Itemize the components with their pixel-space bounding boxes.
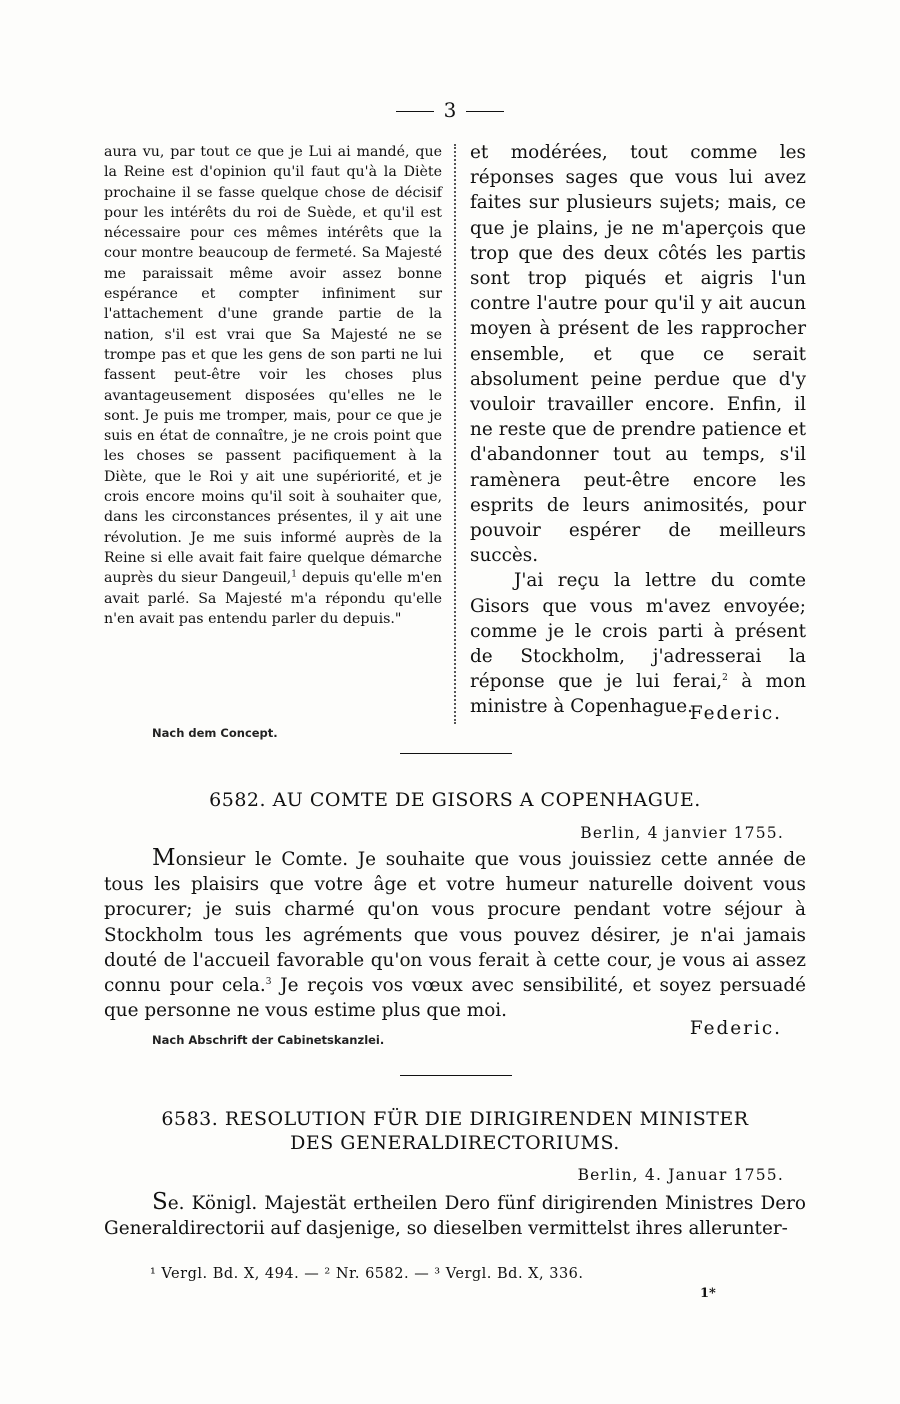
letter-6583-heading-line-2: DES GENERALDIRECTORIUMS. [290, 1132, 620, 1154]
letter-6582-dateline: Berlin, 4 janvier 1755. [580, 824, 784, 842]
footnotes: ¹ Vergl. Bd. X, 494. — ² Nr. 6582. — ³ Vergl. Bd. X, 336. [150, 1266, 584, 1282]
right-column-para-2-start: J'ai reçu la lettre du comte Gisors que vous m'avez envoyée; comme je le crois parti à présent de Stockholm, j'adresserai la réponse que je lui ferai, [470, 570, 806, 693]
letter-6583-heading-line-1: 6583. RESOLUTION FÜR DIE DIRIGIRENDEN MINISTER [161, 1108, 749, 1130]
left-column-body-end: depuis qu'elle m'en avait parlé. Sa Majesté m'a répondu qu'elle n'en avait pas entendu parler du depuis." [104, 570, 442, 627]
separator-rule-1 [400, 753, 512, 754]
right-column-para-1: et modérées, tout comme les réponses sages que vous lui avez faites sur plusieurs sujets; mais, ce que je plains, je ne m'aperçois que trop que des deux côtés les partis sont trop piqués et aigris l'un contre l'autre pour qu'il y ait aucun moyen à présent de les rapprocher ensemble, et que ce serait absolument peine perdue que d'y vouloir travailler encore. Enfin, il ne reste que de prendre patience et d'abandonner tout au temps, s'il ramènera peut-être encore les esprits de leurs animosités, pour pouvoir espérer de meilleurs succès. [470, 142, 806, 567]
footnote-ref-1: 1 [291, 569, 297, 580]
letter-6582-text-start: onsieur le Comte. Je souhaite que vous jouissiez cette année de tous les plaisirs que votre âge et votre humeur naturelle doivent vous procurer; je suis charmé qu'on vous procure pendant votre séjour à Stockholm tous les agréments que vous pouvez désirer, je n'ai jamais douté de l'accueil favorable qu'on vous ferait à cette cour, je vous ai assez connu pour cela. [104, 849, 806, 997]
page-number-dash-left [396, 111, 434, 112]
signature-2: Federic. [689, 1018, 782, 1039]
column-divider [454, 144, 456, 724]
right-column-para-2-end: à mon ministre à Copenhague. [470, 671, 807, 718]
right-column [470, 140, 806, 720]
page-number-dash-right [466, 111, 504, 112]
source-note-1: Nach dem Concept. [152, 726, 278, 740]
letter-6582-initial: M [152, 845, 176, 871]
left-column-body: aura vu, par tout ce que je Lui ai mandé, que la Reine est d'opinion qu'il faut qu'à la Diète prochaine il se fasse quelque chose de décisif pour les intérêts du roi de Suède, et qu'il est nécessaire pour ces mêmes intérêts que la cour montre beaucoup de fermeté. Sa Majesté me paraissait même avoir assez bonne espérance et compter infiniment sur l'attachement d'une grande partie de la nation, s'il est vrai que Sa Majesté ne se trompe pas et que les gens de son parti ne lui fassent peut-être voir les choses plus avantageusement disposées qu'elles ne le sont. Je puis me tromper, mais, pour ce que je suis en état de connaître, je ne crois point que les choses se passent pacifiquement à la Diète, que le Roi y ait une supériorité, et je crois encore moins qu'il soit à souhaiter que, dans les circonstances présentes, il y ait une révolution. Je me suis informé auprès de la Reine si elle avait fait faire quelque démarche auprès du sieur Dangeuil, [104, 144, 442, 587]
page-number-value: 3 [443, 98, 457, 122]
letter-6583-text-body: e. Königl. Majestät ertheilen Dero fünf dirigirenden Ministres Dero Generaldirectorii auf dasjenige, so dieselben vermittelst ihres allerunter- [104, 1193, 806, 1240]
page-number [0, 98, 900, 122]
sheet-signature-mark: 1* [700, 1286, 716, 1301]
footnote-ref-2: 2 [722, 673, 728, 684]
letter-6582-text [104, 846, 806, 1023]
signature-1: Federic. [689, 703, 782, 724]
left-column [104, 142, 442, 629]
letter-6582-text-end: Je reçois vos vœux avec sensibilité, et soyez persuadé que personne ne vous estime plus que moi. [104, 975, 807, 1022]
separator-rule-2 [400, 1075, 512, 1076]
source-note-2: Nach Abschrift der Cabinetskanzlei. [152, 1033, 385, 1047]
letter-6582-heading: 6582. AU COMTE DE GISORS A COPENHAGUE. [209, 789, 701, 811]
letter-6582-body [104, 846, 806, 1023]
letter-6583-body [104, 1190, 806, 1241]
footnote-ref-3: 3 [265, 976, 272, 987]
letter-6583-initial: S [152, 1189, 168, 1215]
right-column-para-2 [470, 568, 806, 719]
letter-6583-dateline: Berlin, 4. Januar 1755. [577, 1166, 784, 1184]
letter-6583-text [104, 1190, 806, 1241]
left-column-text [104, 142, 442, 629]
